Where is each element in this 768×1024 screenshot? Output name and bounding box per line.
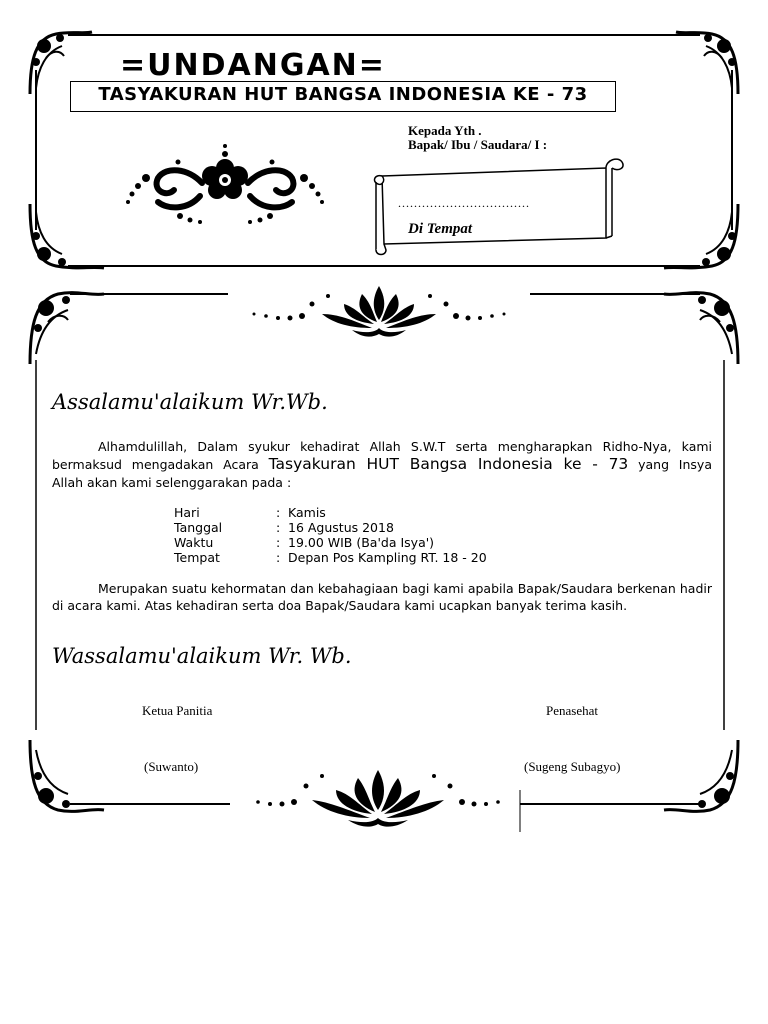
detail-value: 16 Agustus 2018 bbox=[288, 520, 394, 535]
detail-sep: : bbox=[276, 550, 281, 565]
intro-line-2 bbox=[52, 455, 712, 474]
lotus-ornament-icon bbox=[232, 280, 526, 344]
greeting: Assalamu'alaikum Wr.Wb. bbox=[52, 390, 328, 414]
invitation-subtitle: TASYAKURAN HUT BANGSA INDONESIA KE - 73 bbox=[98, 84, 588, 105]
detail-label: Tempat bbox=[174, 550, 220, 565]
invitation-title: =UNDANGAN= bbox=[120, 48, 386, 83]
detail-label: Tanggal bbox=[174, 520, 223, 535]
detail-sep: : bbox=[276, 505, 281, 520]
closing-line-1: Merupakan suatu kehormatan dan kebahagiaan bagi kami apabila Bapak/Saudara berkenan hadir bbox=[98, 581, 712, 596]
event-name: Tasyakuran HUT Bangsa Indonesia ke - 73 bbox=[268, 455, 629, 473]
detail-row-time bbox=[174, 535, 487, 550]
event-details bbox=[174, 505, 487, 565]
intro-line-2-end: yang Insya bbox=[638, 457, 712, 472]
corner-flourish-icon bbox=[662, 288, 742, 368]
detail-sep: : bbox=[276, 520, 281, 535]
detail-sep: : bbox=[276, 535, 281, 550]
lotus-ornament-icon bbox=[228, 764, 528, 834]
detail-row-date bbox=[174, 520, 487, 535]
detail-value: 19.00 WIB (Ba'da Isya') bbox=[288, 535, 435, 550]
intro-line-3: Allah akan kami selenggarakan pada : bbox=[52, 475, 292, 490]
recipient-line-1: Kepada Yth . bbox=[408, 123, 482, 138]
closing-line-2: di acara kami. Atas kehadiran serta doa Bapak/Saudara kami ucapkan banyak terima kasih. bbox=[52, 598, 628, 613]
signature-right-name: (Sugeng Subagyo) bbox=[524, 759, 621, 774]
signature-left-title: Ketua Panitia bbox=[142, 703, 213, 718]
recipient-label bbox=[408, 124, 547, 152]
intro-line-1: Alhamdulillah, Dalam syukur kehadirat Allah S.W.T serta mengharapkan Ridho-Nya, kami bbox=[98, 439, 712, 454]
detail-value: Kamis bbox=[288, 505, 326, 520]
corner-flourish-icon bbox=[662, 736, 742, 816]
farewell: Wassalamu'alaikum Wr. Wb. bbox=[52, 644, 352, 668]
corner-flourish-icon bbox=[662, 200, 742, 272]
corner-flourish-icon bbox=[26, 288, 106, 368]
intro-paragraph bbox=[52, 438, 712, 491]
recipient-place: Di Tempat bbox=[408, 221, 473, 237]
detail-row-day bbox=[174, 505, 487, 520]
recipient-name-placeholder: ................................. bbox=[398, 196, 530, 210]
detail-label: Waktu bbox=[174, 535, 214, 550]
corner-flourish-icon bbox=[26, 736, 106, 816]
intro-line-2-start: bermaksud mengadakan Acara bbox=[52, 457, 259, 472]
floral-ornament-icon bbox=[118, 138, 333, 230]
detail-label: Hari bbox=[174, 505, 200, 520]
corner-flourish-icon bbox=[26, 200, 106, 272]
signature-right-title: Penasehat bbox=[546, 703, 598, 718]
signature-left-name: (Suwanto) bbox=[144, 759, 199, 774]
corner-flourish-icon bbox=[672, 28, 742, 98]
recipient-line-2: Bapak/ Ibu / Saudara/ I : bbox=[408, 137, 548, 152]
closing-paragraph bbox=[52, 580, 712, 614]
detail-value: Depan Pos Kampling RT. 18 - 20 bbox=[288, 550, 487, 565]
detail-row-place bbox=[174, 550, 487, 565]
